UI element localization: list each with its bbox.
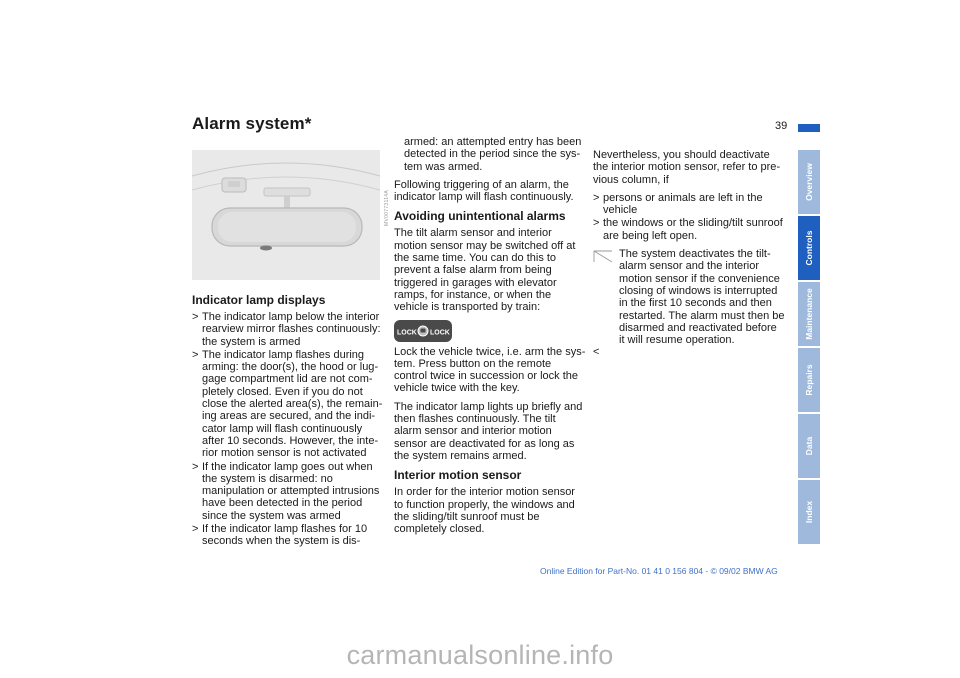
end-mark: < (593, 346, 600, 359)
rearview-mirror-illustration (192, 150, 380, 280)
paragraph: The indicator lamp lights up briefly and then flashes continuously. The tilt alarm sensor and interior motion sensor are deactivated for as long as the system remains armed. (394, 400, 583, 462)
list-item: > The indicator lamp below the interior rearview mirror flashes continuously: the system is armed (192, 311, 381, 348)
bullet-arrow-icon: > (593, 217, 600, 230)
bullet-arrow-icon: > (192, 460, 199, 473)
lock-label-left: LOCK (397, 329, 417, 337)
bullet-arrow-icon: > (192, 523, 199, 536)
column-2 (394, 136, 586, 541)
indicator-lamp-list (192, 311, 384, 548)
list-item: > If the indicator lamp flashes for 10 seconds when the system is dis- (192, 523, 368, 548)
heading-interior-motion-sensor: Interior motion sensor (394, 468, 522, 483)
heading-indicator-lamp-displays: Indicator lamp displays (192, 293, 326, 307)
page-title: Alarm system* (192, 114, 312, 133)
paragraph: Nevertheless, you should deactivate the interior motion sensor, refer to previous column, if (593, 149, 781, 186)
paragraph: Following triggering of an alarm, the indicator lamp will flash continuously. (394, 178, 574, 204)
tab-index[interactable]: Index (798, 480, 820, 544)
heading-avoiding-unintentional-alarms: Avoiding unintentional alarms (394, 209, 566, 224)
lock-label-right: LOCK (430, 329, 450, 337)
tab-overview[interactable]: Overview (798, 150, 820, 214)
list-item: > If the indicator lamp goes out when the system is disarmed: no manipulation or attempted intrusions have been detected in the period since the system was armed (192, 460, 380, 522)
column-1 (192, 293, 384, 554)
tab-controls[interactable]: Controls (798, 216, 820, 280)
bullet-arrow-icon: > (192, 348, 199, 361)
column-3 (593, 149, 785, 365)
bullet-arrow-icon: > (192, 311, 199, 323)
paragraph: The tilt alarm sensor and interior motion sensor may be switched off at the same time. You can do this to prevent a false alarm from being triggered in garages with elevator ramps, for instance, or when the vehicle is transported by train: (394, 227, 576, 314)
tab-repairs[interactable]: Repairs (798, 348, 820, 412)
list-item: > persons or animals are left in the vehicle (593, 191, 763, 217)
rearview-mirror-photo (192, 150, 390, 280)
page-number: 39 (775, 120, 788, 132)
deactivate-conditions-list (593, 192, 785, 242)
page-marker (798, 124, 820, 132)
lock-button-icon (394, 320, 452, 342)
bullet-arrow-icon: > (593, 191, 600, 204)
note (593, 248, 785, 359)
footer-text: Online Edition for Part-No. 01 41 0 156 804 - © 09/02 BMW AG (540, 566, 778, 576)
tab-maintenance[interactable]: Maintenance (798, 282, 820, 346)
paragraph: In order for the interior motion sensor to function properly, the windows and the sliding/tilt sunroof must be completely closed. (394, 486, 575, 536)
continued-text: armed: an attempted entry has been detected in the period since the system was armed. (404, 136, 582, 173)
list-item: > the windows or the sliding/tilt sunroof are being left open. (593, 217, 783, 242)
note-icon (593, 250, 613, 264)
tab-data[interactable]: Data (798, 414, 820, 478)
list-item: > The indicator lamp flashes during arming: the door(s), the hood or luggage compartment lid are not completely closed. Even if you do not close the alerted area(s), the remaining areas are secured, and the indicator lamp will flash continuously after 10 seconds. However, the interior motion sensor is not activated (192, 348, 383, 460)
section-tabs (798, 150, 820, 546)
paragraph: Lock the vehicle twice, i.e. arm the system. Press button on the remote control twice in succession or lock the vehicle twice with the key. (394, 345, 586, 395)
photo-code: MV00773114A (384, 190, 390, 227)
note-text: The system deactivates the tilt-alarm sensor and the interior motion sensor if the convenience closing of windows is interrupted in the first 10 seconds and then restarted. The alarm must then be disarmed and reactivated before it will resume operation. (619, 248, 785, 347)
watermark: carmanualsonline.info (346, 640, 614, 670)
